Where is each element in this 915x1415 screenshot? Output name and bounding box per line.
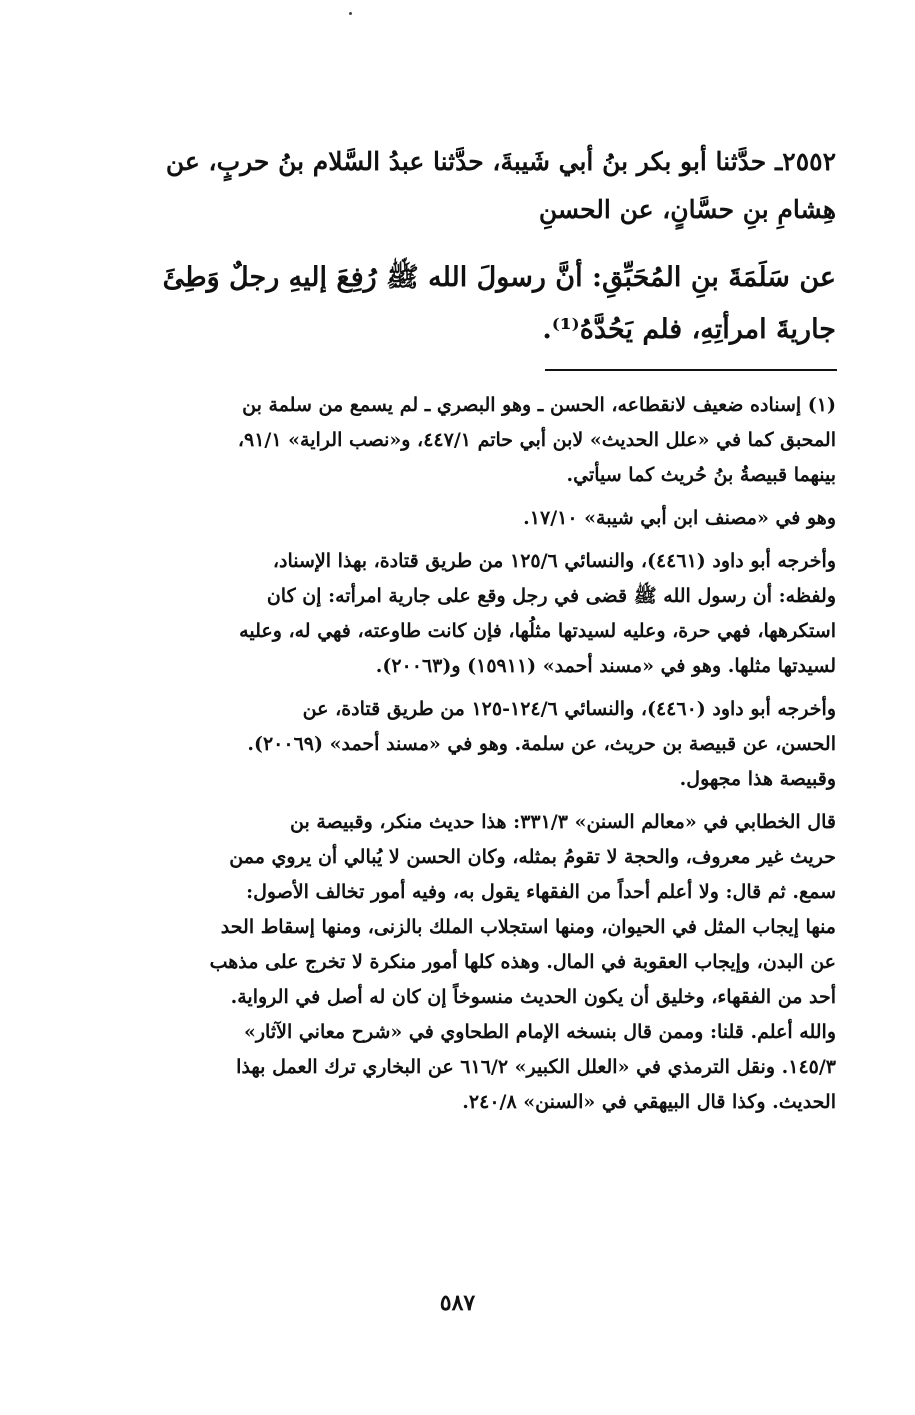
footnote-line: الحديث. وكذا قال البيهقي في «السنن» ٢٤٠/٨. <box>462 1091 836 1113</box>
footnotes <box>126 388 836 1120</box>
footnote-line: أحد من الفقهاء، وخليق أن يكون الحديث منسوخاً إن كان له أصل في الرواية. <box>230 986 836 1008</box>
footnote-line: المحبق كما في «علل الحديث» لابن أبي حاتم ٤٤٧/١، و«نصب الراية» ٩١/١، <box>237 429 836 451</box>
footnote-separator <box>545 369 837 371</box>
footnote-line: (١) إسناده ضعيف لانقطاعه، الحسن ـ وهو البصري ـ لم يسمع من سلمة بن <box>242 394 836 416</box>
footnote-line: منها إيجاب المثل في الحيوان، ومنها استجلاب الملك بالزنى، ومنها إسقاط الحد <box>220 916 836 938</box>
footnote-line: بينهما قبيصةُ بنُ حُريث كما سيأتي. <box>566 464 836 486</box>
footnote-line: وقبيصة هذا مجهول. <box>679 768 836 790</box>
footnote-paragraph <box>126 544 836 684</box>
hadith-isnad <box>126 138 836 234</box>
footnote-paragraph <box>126 388 836 493</box>
footnote-line: والله أعلم. قلنا: وممن قال بنسخه الإمام الطحاوي في «شرح معاني الآثار» <box>243 1021 836 1043</box>
footnote-line: وأخرجه أبو داود (٤٤٦٠)، والنسائي ١٢٤/٦-١٢٥ من طريق قتادة، عن <box>302 698 836 720</box>
footnote-line: عن البدن، وإيجاب العقوبة في المال. وهذه كلها أمور منكرة لا تخرج على مذهب <box>209 951 836 973</box>
matn-line: جاريةَ امرأتِهِ، فلم يَحُدَّهُ⁽¹⁾. <box>542 314 836 345</box>
footnote-line: حريث غير معروف، والحجة لا تقومُ بمثله، وكان الحسن لا يُبالي أن يروي ممن <box>229 846 836 868</box>
footnote-line: سمع. ثم قال: ولا أعلم أحداً من الفقهاء يقول به، وفيه أمور تخالف الأصول: <box>246 881 836 903</box>
ink-speck <box>349 12 352 15</box>
footnote-line: لسيدتها مثلها. وهو في «مسند أحمد» (١٥٩١١) و(٢٠٠٦٣). <box>375 655 836 677</box>
isnad-line: هِشامِ بنِ حسَّانٍ، عن الحسنِ <box>538 195 836 224</box>
matn-line: عن سَلَمَةَ بنِ المُحَبِّقِ: أنَّ رسولَ الله ﷺ رُفِعَ إليهِ رجلٌ وَطِئَ <box>162 262 836 293</box>
page-number: ٥٨٧ <box>439 1290 476 1316</box>
footnote-paragraph <box>126 805 836 1120</box>
footnote-line: وهو في «مصنف ابن أبي شيبة» ١٧/١٠. <box>523 507 836 529</box>
footnote-paragraph <box>126 501 836 536</box>
footnote-line: استكرهها، فهي حرة، وعليه لسيدتها مثلُها، فإن كانت طاوعته، فهي له، وعليه <box>239 620 836 642</box>
hadith-matn <box>126 252 836 356</box>
footnote-line: قال الخطابي في «معالم السنن» ٣٣١/٣: هذا حديث منكر، وقبيصة بن <box>290 811 836 833</box>
footnote-line: ولفظه: أن رسول الله ﷺ قضى في رجل وقع على جارية امرأته: إن كان <box>266 585 836 607</box>
footnote-line: وأخرجه أبو داود (٤٤٦١)، والنسائي ١٢٥/٦ من طريق قتادة، بهذا الإسناد، <box>272 550 836 572</box>
footnote-line: الحسن، عن قبيصة بن حريث، عن سلمة. وهو في «مسند أحمد» (٢٠٠٦٩). <box>247 733 836 755</box>
isnad-line: ٢٥٥٢ـ حدَّثنا أبو بكر بنُ أبي شَيبةَ، حدَّثنا عبدُ السَّلام بنُ حربٍ، عن <box>165 147 836 176</box>
footnote-paragraph <box>126 692 836 797</box>
footnote-line: ١٤٥/٣. ونقل الترمذي في «العلل الكبير» ٦١٦/٢ عن البخاري ترك العمل بهذا <box>236 1056 836 1078</box>
